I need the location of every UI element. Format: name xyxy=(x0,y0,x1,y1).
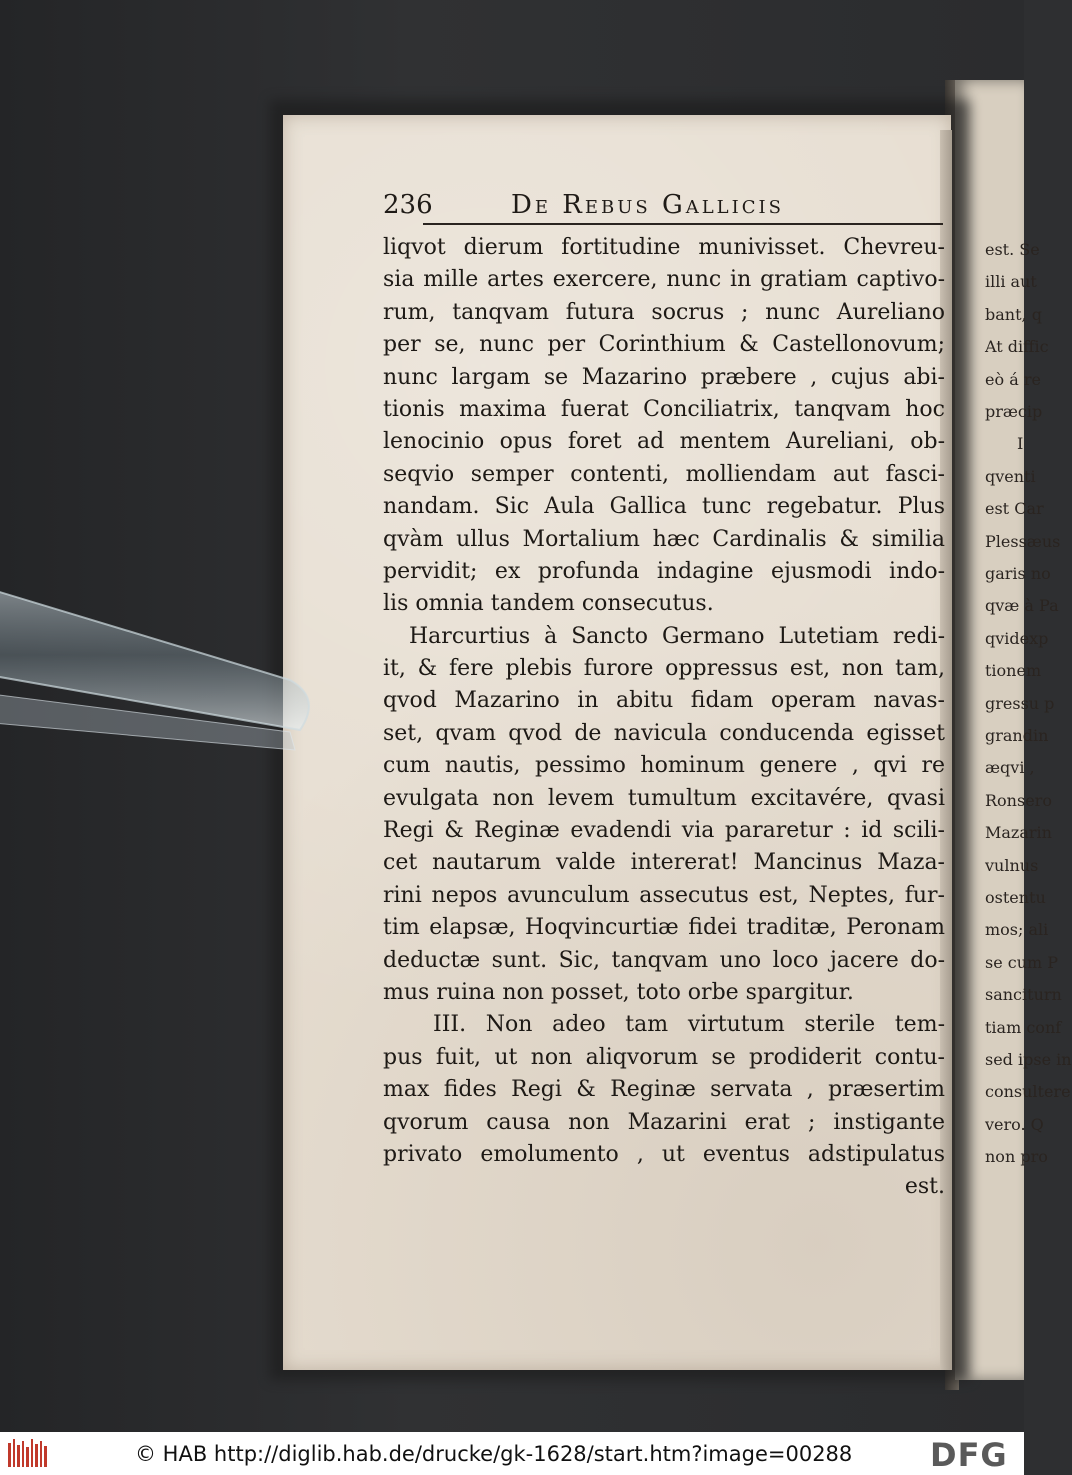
facing-page-fragment: vulnus xyxy=(985,855,1039,875)
header-rule xyxy=(423,223,943,225)
facing-page-fragment: qventi xyxy=(985,466,1036,486)
footer-bar xyxy=(0,1432,1024,1475)
text-line: sia mille artes exercere, nunc in gratiam captivo- xyxy=(383,267,945,293)
facing-page-fragment: Plessæus xyxy=(985,531,1061,551)
page-header xyxy=(383,190,943,230)
text-line: cum nautis, pessimo hominum genere , qvi re xyxy=(383,753,945,779)
facing-page-fragment: qvidexp xyxy=(985,628,1049,648)
text-line: max fides Regi & Reginæ servata , præsertim xyxy=(383,1077,945,1103)
facing-page-fragment: gressu p xyxy=(985,693,1055,713)
body-text xyxy=(383,232,945,1204)
text-line: nandam. Sic Aula Gallica tunc regebatur. Plus xyxy=(383,494,945,520)
text-line: qvorum causa non Mazarini erat ; instigante xyxy=(383,1109,945,1135)
facing-page-fragment: bant, q xyxy=(985,304,1042,324)
text-line: rini nepos avunculum assecutus est, Neptes, fur- xyxy=(383,882,945,908)
copyright-url[interactable]: © HAB http://diglib.hab.de/drucke/gk-1628/start.htm?image=00288 xyxy=(135,1442,853,1466)
facing-page-fragment: grandin xyxy=(985,726,1049,745)
facing-page-fragment: est Car xyxy=(985,499,1044,519)
facing-page-fragment: ostentu xyxy=(985,888,1046,907)
text-line: III. Non adeo tam virtutum sterile tem- xyxy=(433,1012,945,1038)
text-line: pus fuit, ut non aliqvorum se prodiderit contu- xyxy=(383,1044,945,1070)
facing-page-fragment: I xyxy=(1017,434,1024,454)
text-line: tionis maxima fuerat Conciliatrix, tanqvam hoc xyxy=(383,396,945,422)
facing-page-fragment: vero. Q xyxy=(985,1114,1044,1134)
text-line: tim elapsæ, Hoqvincurtiæ fidei traditæ, Peronam xyxy=(383,915,945,941)
text-line: deductæ sunt. Sic, tanqvam uno loco jacere do- xyxy=(383,947,945,973)
text-line: lis omnia tandem consecutus. xyxy=(383,591,714,617)
text-line: mus ruina non posset, toto orbe spargitur. xyxy=(383,979,854,1005)
facing-page-fragment: est. Se xyxy=(985,240,1040,259)
facing-page-fragment: tionem xyxy=(985,661,1042,681)
text-line: rum, tanqvam futura socrus ; nunc Aureliano xyxy=(383,299,945,325)
facing-page-fragment: Mazarin xyxy=(985,823,1052,843)
text-line: Harcurtius à Sancto Germano Lutetiam redi- xyxy=(409,623,945,649)
text-line: Regi & Reginæ evadendi via pararetur : id scili- xyxy=(383,818,945,844)
facing-page-fragment: tiam conf xyxy=(985,1017,1062,1037)
catchword: est. xyxy=(904,1174,945,1200)
facing-page-fragment: præcip xyxy=(985,402,1043,421)
facing-page-fragment: sanciturn xyxy=(985,985,1062,1005)
text-line: nunc largam se Mazarino præbere , cujus abi- xyxy=(383,364,945,390)
facing-page-fragment: illi aut xyxy=(985,272,1037,292)
page-number: 236 xyxy=(383,190,433,220)
text-line: liqvot dierum fortitudine munivisset. Chevreu- xyxy=(383,235,945,260)
facing-page-fragment: qvæ à Pa xyxy=(985,596,1059,616)
facing-page-fragment: se cum P xyxy=(985,952,1059,972)
barcode-icon xyxy=(8,1439,48,1469)
text-line: qvàm ullus Mortalium hæc Cardinalis & similia xyxy=(383,526,945,552)
facing-page-fragment: At diffic xyxy=(985,337,1049,357)
facing-page-fragment: non pro xyxy=(985,1147,1048,1167)
text-line: per se, nunc per Corinthium & Castellonovum; xyxy=(383,332,945,358)
facing-page-fragment: sed ipse in xyxy=(985,1050,1072,1069)
text-line: it, & fere plebis furore oppressus est, non tam, xyxy=(383,656,945,682)
dfg-logo: DFG xyxy=(930,1436,1008,1474)
facing-page-fragment: æqvi , xyxy=(985,758,1035,778)
facing-page-fragment: garis no xyxy=(985,564,1051,583)
facing-page-fragment: Ronsero xyxy=(985,790,1052,810)
text-line: lenocinio opus foret ad mentem Aureliani, ob- xyxy=(383,429,945,455)
facing-page-fragment: consultere xyxy=(985,1082,1071,1102)
text-line: cet nautarum valde intererat! Mancinus Maza- xyxy=(383,850,945,876)
running-title: De Rebus Gallicis xyxy=(511,190,784,220)
text-line: pervidit; ex profunda indagine ejusmodi indo- xyxy=(383,558,945,584)
text-line: evulgata non levem tumultum excitavére, qvasi xyxy=(383,785,945,811)
facing-page-fragment: mos; ali xyxy=(985,920,1049,940)
text-line: qvod Mazarino in abitu fidam operam navas- xyxy=(383,688,945,714)
text-line: seqvio semper contenti, molliendam aut fasci- xyxy=(383,461,945,487)
text-line: set, qvam qvod de navicula conducenda egisset xyxy=(383,720,945,746)
text-line: privato emolumento , ut eventus adstipulatus xyxy=(383,1141,945,1167)
facing-page-fragment: eò á re xyxy=(985,369,1041,389)
